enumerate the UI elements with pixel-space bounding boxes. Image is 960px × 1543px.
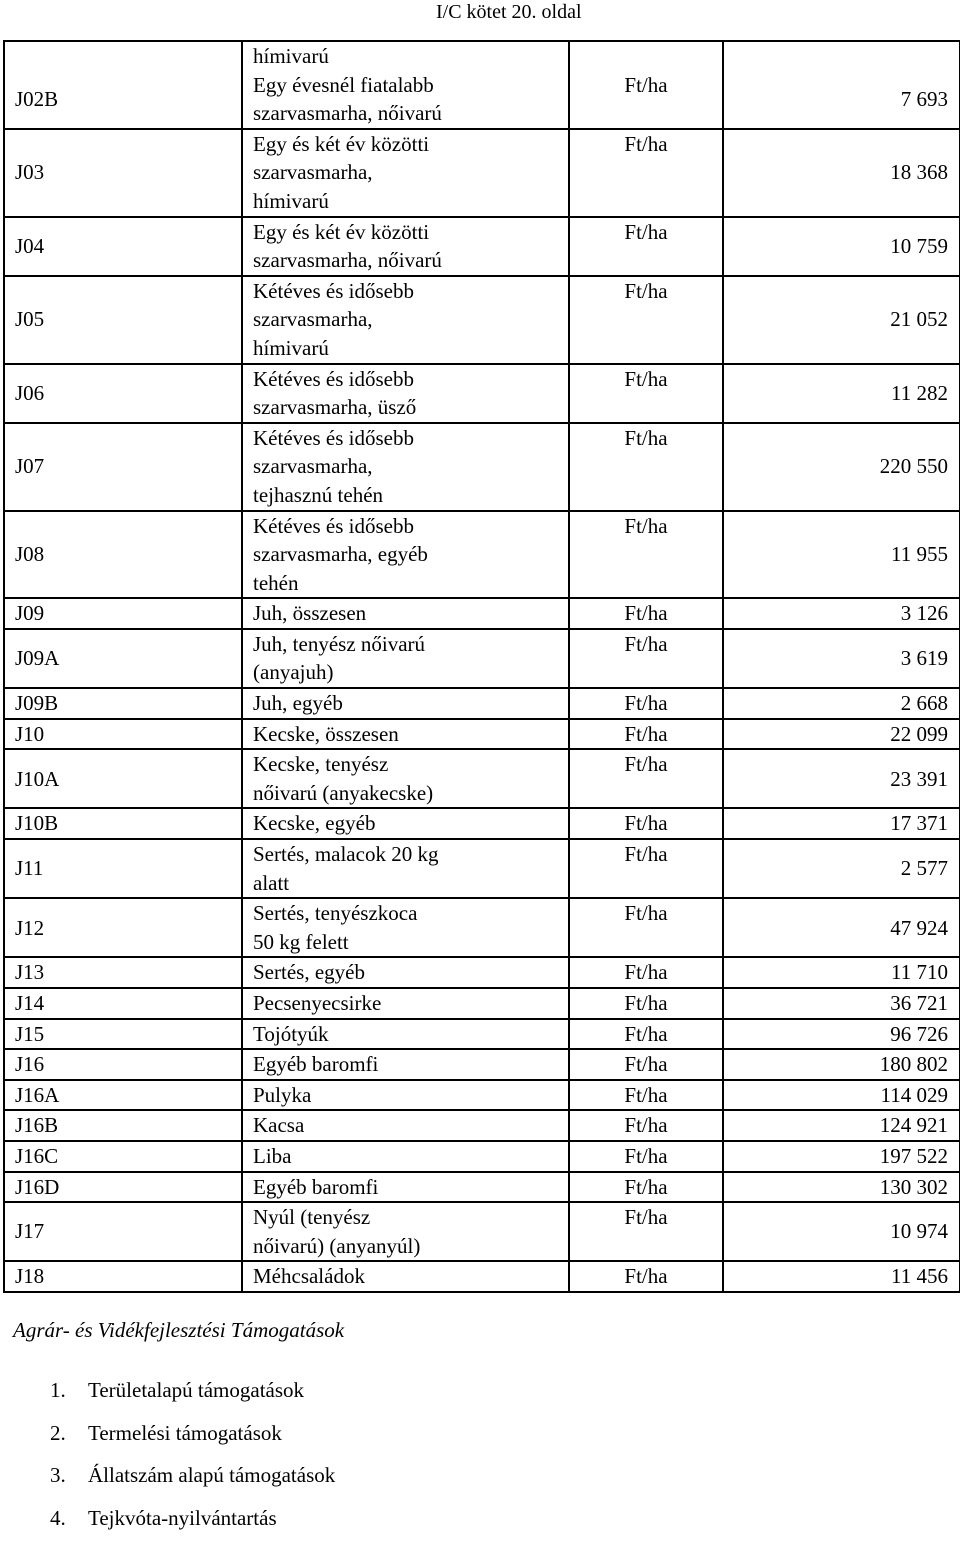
table-row — [4, 364, 960, 423]
program-number: 4. — [50, 1505, 66, 1530]
row-value: 10 759 — [723, 217, 960, 276]
row-name-line: Kecske, egyéb — [253, 811, 376, 836]
table-row — [4, 276, 960, 364]
row-name-line: Kecske, tenyész — [253, 752, 389, 777]
table-row — [4, 749, 960, 808]
row-unit: Ft/ha — [569, 364, 723, 423]
row-unit: Ft/ha — [569, 1019, 723, 1050]
table-row — [4, 1261, 960, 1292]
row-name-line: Kecske, összesen — [253, 721, 399, 746]
subsidy-table — [3, 40, 960, 1293]
row-name — [242, 957, 569, 988]
row-name — [242, 1110, 569, 1141]
row-value: 18 368 — [723, 129, 960, 217]
row-value: 11 955 — [723, 511, 960, 599]
program-number: 2. — [50, 1420, 66, 1445]
row-name-line: alatt — [253, 870, 290, 895]
row-unit: Ft/ha — [569, 808, 723, 839]
row-name — [242, 898, 569, 957]
row-code: J09B — [4, 688, 242, 719]
row-code: J03 — [4, 129, 242, 217]
row-name-line: hímivarú — [253, 335, 329, 360]
row-name-line: nőivarú) (anyanyúl) — [253, 1233, 421, 1258]
row-name — [242, 598, 569, 629]
row-code: J12 — [4, 898, 242, 957]
row-name — [242, 808, 569, 839]
program-label: Területalapú támogatások — [88, 1378, 305, 1402]
row-code: J16 — [4, 1049, 242, 1080]
row-code: J06 — [4, 364, 242, 423]
row-name-line: szarvasmarha, üsző — [253, 395, 417, 420]
table-row — [4, 719, 960, 750]
row-name-line: Egy és két év közötti — [253, 219, 430, 244]
row-value: 11 456 — [723, 1261, 960, 1292]
row-name-line: szarvasmarha, nőivarú — [253, 101, 442, 126]
row-unit: Ft/ha — [569, 898, 723, 957]
row-unit: Ft/ha — [569, 1141, 723, 1172]
table-row — [4, 898, 960, 957]
table-row — [4, 1110, 960, 1141]
row-value: 197 522 — [723, 1141, 960, 1172]
row-value: 7 693 — [723, 41, 960, 129]
row-name-line: Egyéb baromfi — [253, 1052, 379, 1077]
row-name — [242, 629, 569, 688]
row-code: J10 — [4, 719, 242, 750]
row-name-line: tejhasznú tehén — [253, 482, 384, 507]
table-row — [4, 957, 960, 988]
row-name-line: Kétéves és idősebb — [253, 425, 414, 450]
row-value: 10 974 — [723, 1202, 960, 1261]
table-row — [4, 129, 960, 217]
page-header: I/C kötet 20. oldal — [436, 1, 582, 23]
row-name — [242, 364, 569, 423]
row-name — [242, 511, 569, 599]
row-code: J04 — [4, 217, 242, 276]
row-unit: Ft/ha — [569, 276, 723, 364]
row-code: J16A — [4, 1080, 242, 1111]
row-unit: Ft/ha — [569, 957, 723, 988]
table-row — [4, 217, 960, 276]
table-row — [4, 1080, 960, 1111]
row-value: 17 371 — [723, 808, 960, 839]
row-unit: Ft/ha — [569, 749, 723, 808]
row-name — [242, 1172, 569, 1203]
row-name — [242, 839, 569, 898]
row-value: 36 721 — [723, 988, 960, 1019]
table-row — [4, 808, 960, 839]
row-name-line: hímivarú — [253, 188, 329, 213]
row-name-line: 50 kg felett — [253, 929, 349, 954]
row-unit: Ft/ha — [569, 129, 723, 217]
row-code: J09 — [4, 598, 242, 629]
row-unit: Ft/ha — [569, 41, 723, 129]
row-unit: Ft/ha — [569, 423, 723, 511]
row-name — [242, 276, 569, 364]
row-name-line: Tojótyúk — [253, 1021, 329, 1046]
row-name — [242, 1080, 569, 1111]
row-name — [242, 1202, 569, 1261]
table-row — [4, 629, 960, 688]
section-title: Agrár- és Vidékfejlesztési Támogatások — [13, 1318, 345, 1342]
table-row — [4, 1202, 960, 1261]
row-unit: Ft/ha — [569, 1110, 723, 1141]
table-row — [4, 423, 960, 511]
row-code: J09A — [4, 629, 242, 688]
row-name-line: szarvasmarha, egyéb — [253, 542, 428, 567]
row-unit: Ft/ha — [569, 1172, 723, 1203]
row-name-line: Juh, összesen — [253, 601, 367, 626]
table-row — [4, 839, 960, 898]
row-name — [242, 1141, 569, 1172]
row-value: 124 921 — [723, 1110, 960, 1141]
row-name-line: Pulyka — [253, 1082, 312, 1107]
program-number: 3. — [50, 1463, 66, 1487]
row-value: 130 302 — [723, 1172, 960, 1203]
row-name — [242, 423, 569, 511]
row-name — [242, 719, 569, 750]
program-label: Termelési támogatások — [88, 1420, 282, 1445]
row-unit: Ft/ha — [569, 688, 723, 719]
row-name-line: nőivarú (anyakecske) — [253, 780, 434, 805]
row-value: 2 577 — [723, 839, 960, 898]
table-row — [4, 1049, 960, 1080]
row-name — [242, 41, 569, 129]
row-unit: Ft/ha — [569, 719, 723, 750]
table-row — [4, 1019, 960, 1050]
row-code: J05 — [4, 276, 242, 364]
program-label: Állatszám alapú támogatások — [88, 1463, 336, 1487]
row-code: J11 — [4, 839, 242, 898]
row-code: J16D — [4, 1172, 242, 1203]
table-row — [4, 41, 960, 129]
row-unit: Ft/ha — [569, 629, 723, 688]
row-unit: Ft/ha — [569, 217, 723, 276]
row-name — [242, 688, 569, 719]
row-name-line: Pecsenyecsirke — [253, 991, 382, 1015]
row-name-line: Kétéves és idősebb — [253, 513, 414, 538]
row-value: 22 099 — [723, 719, 960, 750]
row-value: 23 391 — [723, 749, 960, 808]
row-name-line: Egy évesnél fiatalabb — [253, 72, 434, 97]
row-code: J08 — [4, 511, 242, 599]
row-code: J13 — [4, 957, 242, 988]
row-value: 3 126 — [723, 598, 960, 629]
row-value: 11 282 — [723, 364, 960, 423]
row-value: 220 550 — [723, 423, 960, 511]
row-value: 3 619 — [723, 629, 960, 688]
row-value: 180 802 — [723, 1049, 960, 1080]
row-code: J07 — [4, 423, 242, 511]
program-number: 1. — [50, 1378, 66, 1402]
row-name-line: Juh, tenyész nőivarú — [253, 631, 426, 656]
row-code: J16B — [4, 1110, 242, 1141]
row-value: 96 726 — [723, 1019, 960, 1050]
row-unit: Ft/ha — [569, 598, 723, 629]
row-name — [242, 1049, 569, 1080]
row-name-line: szarvasmarha, — [253, 307, 373, 332]
table-row — [4, 511, 960, 599]
row-name — [242, 749, 569, 808]
row-name-line: Kétéves és idősebb — [253, 278, 414, 303]
row-name-line: hímivarú — [253, 44, 329, 68]
row-code: J17 — [4, 1202, 242, 1261]
program-label: Tejkvóta-nyilvántartás — [88, 1505, 277, 1530]
row-unit: Ft/ha — [569, 839, 723, 898]
table-row — [4, 688, 960, 719]
row-name-line: tehén — [253, 570, 299, 595]
row-name — [242, 1019, 569, 1050]
row-name-line: Nyúl (tenyész — [253, 1205, 371, 1230]
row-name-line: Sertés, malacok 20 kg — [253, 842, 439, 867]
row-name-line: Egyéb baromfi — [253, 1174, 379, 1199]
row-name-line: Juh, egyéb — [253, 691, 343, 716]
table-row — [4, 1141, 960, 1172]
row-code: J18 — [4, 1261, 242, 1292]
row-name-line: szarvasmarha, nőivarú — [253, 248, 442, 273]
row-value: 11 710 — [723, 957, 960, 988]
row-name-line: Sertés, tenyészkoca — [253, 901, 418, 926]
table-row — [4, 988, 960, 1019]
row-name — [242, 129, 569, 217]
row-name — [242, 217, 569, 276]
row-name-line: Egy és két év közötti — [253, 131, 430, 156]
row-name-line: szarvasmarha, — [253, 160, 373, 185]
table-body — [4, 41, 960, 1292]
row-unit: Ft/ha — [569, 511, 723, 599]
table-row — [4, 598, 960, 629]
row-unit: Ft/ha — [569, 1049, 723, 1080]
row-name-line: Sertés, egyéb — [253, 960, 365, 985]
row-code: J10A — [4, 749, 242, 808]
row-code: J10B — [4, 808, 242, 839]
row-name-line: szarvasmarha, — [253, 454, 373, 479]
row-value: 114 029 — [723, 1080, 960, 1111]
row-name — [242, 988, 569, 1019]
row-name-line: (anyajuh) — [253, 660, 334, 685]
row-value: 2 668 — [723, 688, 960, 719]
row-code: J15 — [4, 1019, 242, 1050]
row-name — [242, 1261, 569, 1292]
row-name-line: Kétéves és idősebb — [253, 366, 414, 391]
row-code: J14 — [4, 988, 242, 1019]
row-unit: Ft/ha — [569, 1080, 723, 1111]
row-value: 47 924 — [723, 898, 960, 957]
row-unit: Ft/ha — [569, 1202, 723, 1261]
row-code: J02B — [4, 41, 242, 129]
row-unit: Ft/ha — [569, 988, 723, 1019]
row-unit: Ft/ha — [569, 1261, 723, 1292]
table-row — [4, 1172, 960, 1203]
row-name-line: Liba — [253, 1143, 292, 1168]
row-code: J16C — [4, 1141, 242, 1172]
row-name-line: Méhcsaládok — [253, 1264, 365, 1289]
row-name-line: Kacsa — [253, 1113, 305, 1138]
row-value: 21 052 — [723, 276, 960, 364]
